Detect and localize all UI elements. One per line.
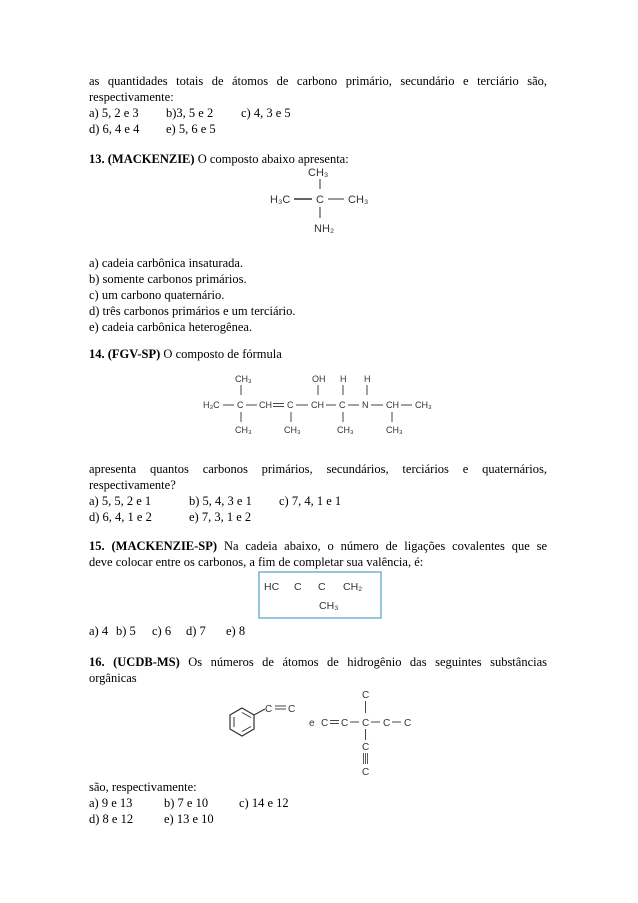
q16-line-2: orgânicas xyxy=(89,671,137,685)
option-e: e) 5, 6 e 5 xyxy=(166,122,216,136)
q13-option-e: e) cadeia carbônica heterogênea. xyxy=(89,320,253,334)
q14-line-2: respectivamente? xyxy=(89,478,176,492)
q15-option-a: a) 4 xyxy=(89,624,109,638)
question-13-text: O composto abaixo apresenta: xyxy=(197,152,349,166)
q16b-bottom-c1: C xyxy=(362,742,370,753)
q15-chain-c1: C xyxy=(294,581,302,593)
q16b-main-c2: C xyxy=(341,718,349,729)
q16-structural-formulas xyxy=(225,686,425,778)
q14-main-ch1: CH xyxy=(259,400,272,410)
q14-main-c1: C xyxy=(237,400,244,410)
q14-top-oh: OH xyxy=(312,374,326,384)
q15-chain-ch2: CH₂ xyxy=(343,581,363,593)
q15-option-b: b) 5 xyxy=(116,624,136,638)
q13-option-d: d) três carbonos primários e um terciário. xyxy=(89,304,296,318)
q14-top-h-2: H xyxy=(364,374,371,384)
q16-connector-e: e xyxy=(309,718,315,729)
question-14-number: 14. xyxy=(89,347,105,361)
q16-option-a: a) 9 e 13 xyxy=(89,796,133,810)
q16b-bottom-c2: C xyxy=(362,767,370,778)
q14-bottom-ch3-3: CH₃ xyxy=(337,425,354,435)
option-c: c) 4, 3 e 5 xyxy=(241,106,291,120)
q14-main-ch2: CH xyxy=(311,400,324,410)
question-14-source: (FGV-SP) xyxy=(107,347,161,361)
question-16-number: 16. xyxy=(89,655,105,669)
q16-option-b: b) 7 e 10 xyxy=(164,796,209,810)
q16b-top-c: C xyxy=(362,690,370,701)
q15-option-e: e) 8 xyxy=(226,624,246,638)
q13-top-group: CH₃ xyxy=(308,167,329,179)
intro-line-1: as quantidades totais de átomos de carbono primário, secundário e terciário são, xyxy=(89,74,547,88)
q16-options-row-2 xyxy=(89,812,547,828)
q14-bottom-ch3-2: CH₃ xyxy=(284,425,301,435)
q14-option-e: e) 7, 3, 1 e 2 xyxy=(189,510,252,524)
q15-chain-ch3: CH₃ xyxy=(319,600,339,612)
q14-top-h-1: H xyxy=(340,374,347,384)
q14-option-d: d) 6, 4, 1 e 2 xyxy=(89,510,152,524)
q13-center-carbon: C xyxy=(316,194,324,206)
q13-option-a: a) cadeia carbônica insaturada. xyxy=(89,256,244,270)
intro-options-row-2 xyxy=(89,122,547,138)
q15-chain-hc: HC xyxy=(264,581,280,593)
q13-bottom-group: NH₂ xyxy=(314,223,335,235)
q14-main-ch3-end: CH₃ xyxy=(415,400,432,410)
q16-line-3: são, respectivamente: xyxy=(89,780,197,794)
intro-options-row-1 xyxy=(89,106,547,122)
q16a-vinyl-c2: C xyxy=(288,704,296,715)
q16-option-d: d) 8 e 12 xyxy=(89,812,134,826)
q16b-main-c5: C xyxy=(404,718,412,729)
q14-option-c: c) 7, 4, 1 e 1 xyxy=(279,494,342,508)
q15-chain-formula xyxy=(258,571,382,619)
q16b-main-c4: C xyxy=(383,718,391,729)
q14-top-ch3: CH₃ xyxy=(235,374,252,384)
q14-option-b: b) 5, 4, 3 e 1 xyxy=(189,494,252,508)
q14-bottom-ch3-4: CH₃ xyxy=(386,425,403,435)
question-13-source: (MACKENZIE) xyxy=(107,152,195,166)
q13-option-b: b) somente carbonos primários. xyxy=(89,272,247,286)
question-14-text: O composto de fórmula xyxy=(163,347,282,361)
q14-option-a: a) 5, 5, 2 e 1 xyxy=(89,494,152,508)
q15-option-d: d) 7 xyxy=(186,624,206,638)
question-14-heading xyxy=(89,347,547,363)
q13-option-c: c) um carbono quaternário. xyxy=(89,288,225,302)
q14-main-n: N xyxy=(362,400,369,410)
q13-right-group: CH₃ xyxy=(348,194,369,206)
q16-option-c: c) 14 e 12 xyxy=(239,796,289,810)
q16a-vinyl-c1: C xyxy=(265,704,273,715)
question-15-line-1: Na cadeia abaixo, o número de ligações covalentes que se xyxy=(223,539,548,553)
option-b: b)3, 5 e 2 xyxy=(166,106,214,120)
q14-main-c2: C xyxy=(287,400,294,410)
q14-main-c3: C xyxy=(339,400,346,410)
option-a: a) 5, 2 e 3 xyxy=(89,106,139,120)
option-d: d) 6, 4 e 4 xyxy=(89,122,140,136)
question-15-heading xyxy=(89,539,547,555)
benzene-ring-icon xyxy=(230,708,254,736)
q14-main-ch3: CH xyxy=(386,400,399,410)
q16b-main-c3: C xyxy=(362,718,370,729)
q14-structural-formula xyxy=(200,370,470,440)
question-15-number: 15. xyxy=(89,539,105,553)
q14-options-row-2 xyxy=(89,510,547,526)
q15-line-2: deve colocar entre os carbonos, a fim de completar sua valência, é: xyxy=(89,555,424,569)
q14-options-row-1 xyxy=(89,494,547,510)
question-16-source: (UCDB-MS) xyxy=(113,655,180,669)
q16-options-row-1 xyxy=(89,796,547,812)
intro-line-2: respectivamente: xyxy=(89,90,174,104)
q16b-main-c1: C xyxy=(321,718,329,729)
q14-bottom-ch3-1: CH₃ xyxy=(235,425,252,435)
question-15-source: (MACKENZIE-SP) xyxy=(111,539,218,553)
q15-option-c: c) 6 xyxy=(152,624,172,638)
question-16-line-1: Os números de átomos de hidrogênio das seguintes substâncias xyxy=(188,655,548,669)
question-13-number: 13. xyxy=(89,152,105,166)
q13-structural-formula xyxy=(262,162,382,242)
q14-line-1: apresenta quantos carbonos primários, secundários, terciários e quaternários, xyxy=(89,462,547,476)
question-16-heading xyxy=(89,655,547,671)
q13-left-group: H₃C xyxy=(270,194,291,206)
q16-option-e: e) 13 e 10 xyxy=(164,812,214,826)
q15-options xyxy=(89,624,547,640)
q14-main-h3c: H₃C xyxy=(203,400,220,410)
q15-chain-c2: C xyxy=(318,581,326,593)
